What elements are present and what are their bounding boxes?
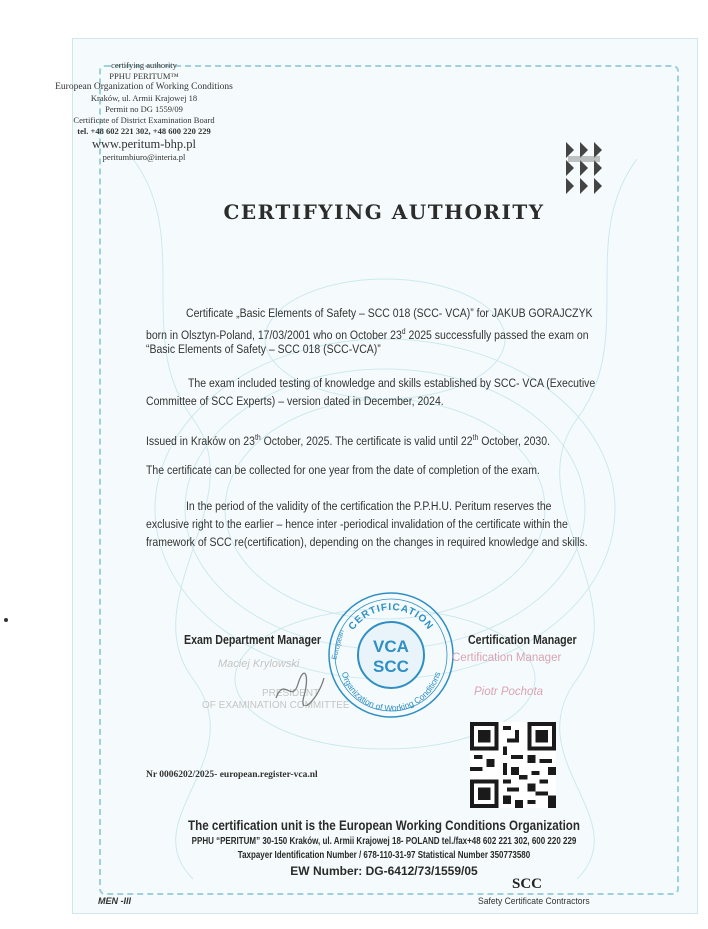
authority-phone: tel. +48 602 221 302, +48 600 220 229 bbox=[77, 126, 211, 136]
footer-line1: The certification unit is the European Working Conditions Organization bbox=[188, 818, 580, 833]
document-title: CERTIFYING AUTHORITY bbox=[223, 200, 545, 224]
issued-text-b: October, 2025. The certificate is valid until 22 bbox=[260, 434, 473, 449]
paragraph-5-line-1: In the period of the validity of the certification the P.P.H.U. Peritum reserves the bbox=[186, 499, 552, 513]
authority-line3: European Organization of Working Conditions bbox=[55, 82, 233, 92]
authority-website: www.peritum-bhp.pl bbox=[91, 137, 197, 151]
authority-header bbox=[44, 60, 244, 163]
footer-line4: EW Number: DG-6412/73/1559/05 bbox=[290, 864, 478, 878]
paragraph-1-sup: d bbox=[401, 327, 406, 336]
issued-sup-1: th bbox=[254, 433, 261, 442]
paragraph-1-line-2b: 2025 successfully passed the exam on bbox=[405, 328, 589, 343]
paragraph-4: The certificate can be collected for one year from the date of completion of the exam. bbox=[146, 463, 540, 477]
paragraph-2-line-1: The exam included testing of knowledge and skills established by SCC- VCA (Executive bbox=[188, 376, 596, 390]
hologram-sticker bbox=[562, 138, 606, 200]
issued-sup-2: th bbox=[472, 433, 479, 442]
paragraph-5-line-3: framework of SCC re(certification), depending on the changes in required knowledge and skills. bbox=[146, 535, 588, 549]
register-number: Nr 0006202/2025- european.register-vca.nl bbox=[146, 770, 318, 780]
footer-line2: PPHU “PERITUM” 30-150 Kraków, ul. Armii Krajowej 18- POLAND tel./fax+48 602 221 302, 600 220 229 bbox=[191, 836, 577, 847]
authority-line4: Kraków, ul. Armii Krajowej 18 bbox=[90, 93, 198, 103]
paragraph-2-line-2: Committee of SCC Experts) – version dated in December, 2024. bbox=[146, 394, 444, 408]
exam-manager-role1: PRESIDENT bbox=[262, 688, 320, 699]
exam-manager-name: Maciej Krylowski bbox=[218, 658, 300, 670]
scc-logo-title: SCC bbox=[512, 876, 543, 892]
paragraph-1-line-2a: born in Olsztyn-Poland, 17/03/2001 who on October 23 bbox=[146, 328, 402, 343]
authority-line5: Permit no DG 1559/09 bbox=[105, 104, 183, 114]
authority-line2: PPHU PERITUM™ bbox=[109, 71, 179, 81]
seal-top-text: CERTIFICATION bbox=[346, 601, 436, 633]
paragraph-3 bbox=[146, 429, 624, 451]
document-code: MEN -III bbox=[98, 896, 131, 906]
seal-center-scc: SCC bbox=[373, 657, 409, 676]
authority-line1: certifying authority bbox=[111, 60, 177, 70]
issued-text-c: October, 2030. bbox=[478, 434, 550, 449]
paragraph-1-line-3: “Basic Elements of Safety – SCC 018 (SCC-VCA)” bbox=[146, 342, 381, 356]
scc-logo-subtitle: Safety Certificate Contractors bbox=[478, 896, 590, 907]
paragraph-1-line-1: Certificate „Basic Elements of Safety – SCC 018 (SCC- VCA)” for JAKUB GORAJCZYK bbox=[186, 306, 593, 320]
paragraph-5-line-2: exclusive right to the earlier – hence inter -periodical invalidation of the certificate within the bbox=[146, 517, 568, 531]
exam-manager-role2: OF EXAMINATION COMMITTEE bbox=[202, 700, 350, 711]
qr-code bbox=[470, 722, 556, 808]
certification-manager-label: Certification Manager bbox=[468, 633, 577, 647]
certification-manager-role: Certification Manager bbox=[452, 652, 562, 664]
seal-bottom-text: Organization of Working Conditions bbox=[339, 670, 443, 714]
seal-side-text: European bbox=[331, 629, 346, 661]
exam-manager-signature bbox=[270, 670, 330, 706]
footer-line3: Taxpayer Identification Number / 678-110-31-97 Statistical Number 350773580 bbox=[237, 850, 531, 861]
scan-speck bbox=[4, 618, 8, 622]
issued-text-a: Issued in Kraków on 23 bbox=[146, 434, 255, 449]
authority-line6: Certificate of District Examination Board bbox=[73, 115, 215, 125]
seal-center-vca: VCA bbox=[373, 637, 409, 656]
certification-manager-name: Piotr Pochota bbox=[474, 686, 544, 698]
exam-manager-label: Exam Department Manager bbox=[184, 633, 321, 647]
authority-email: peritumbiuro@interia.pl bbox=[102, 152, 186, 162]
